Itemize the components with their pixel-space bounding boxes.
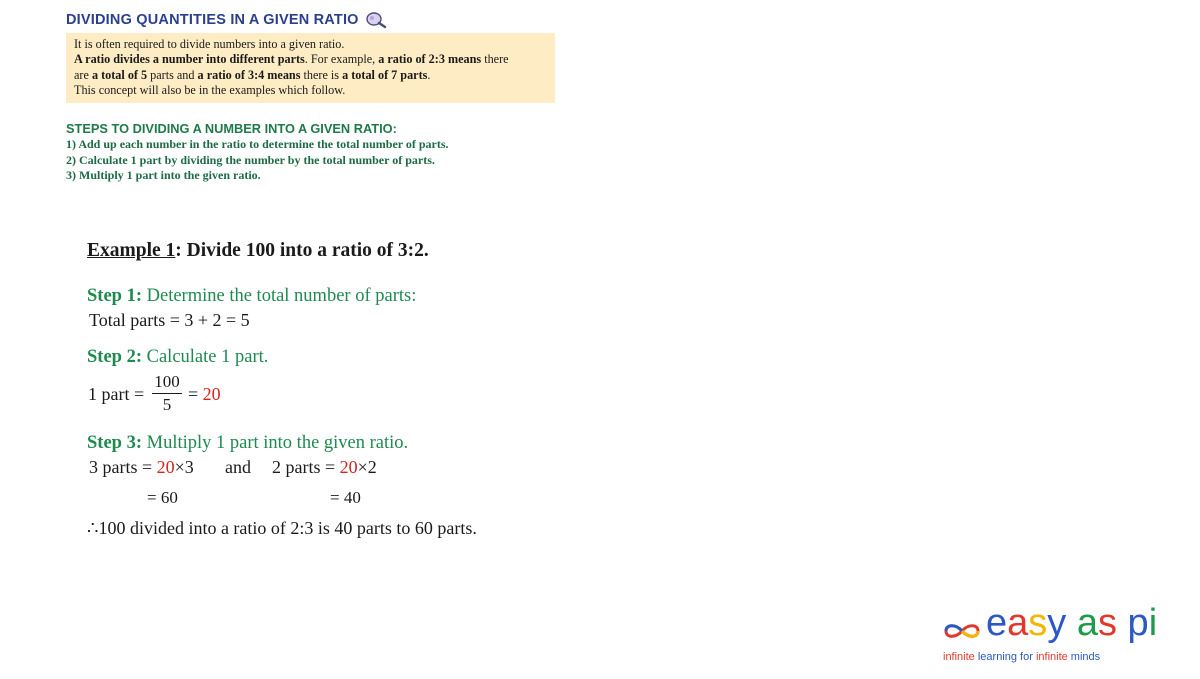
- intro-line-4: This concept will also be in the examples which follow.: [74, 82, 346, 97]
- fraction-denominator: 5: [162, 395, 172, 414]
- intro-bold: a total of 5: [91, 67, 148, 82]
- tagline-part: infinite: [1035, 651, 1068, 663]
- step-2-result: 20: [202, 384, 221, 404]
- intro-bold: a total of 7 parts: [342, 67, 428, 82]
- fraction-numerator: 100: [154, 372, 180, 391]
- step-3-and: and: [225, 457, 251, 477]
- tagline-part: minds: [1067, 651, 1101, 663]
- intro-line-3: [74, 68, 547, 83]
- step-3-label: Step 3:: [87, 433, 142, 453]
- brand-letter: y: [1047, 602, 1067, 644]
- intro-text: .: [427, 67, 431, 82]
- step-item: 1) Add up each number in the ratio to determine the total number of parts.: [66, 137, 449, 151]
- intro-line-2: [74, 52, 547, 67]
- intro-text: parts and: [147, 67, 198, 82]
- steps-heading: STEPS TO DIVIDING A NUMBER INTO A GIVEN RATIO:: [66, 121, 397, 136]
- tagline-part: learning for: [974, 651, 1036, 663]
- step-3-result-a: = 60: [147, 488, 178, 507]
- intro-bold: a ratio of 2:3 means: [378, 52, 482, 67]
- fraction-bar: [152, 393, 182, 394]
- step-1-math: Total parts = 3 + 2 = 5: [89, 310, 250, 330]
- example-title-rest: : Divide 100 into a ratio of 3:2.: [175, 240, 429, 261]
- step-2-result-line: [188, 384, 221, 405]
- intro-text: are: [74, 67, 92, 82]
- step-3-result-b: = 40: [330, 488, 361, 507]
- step-2-label: Step 2:: [87, 347, 142, 367]
- step-1-label: Step 1:: [87, 286, 142, 306]
- step-1-text: Determine the total number of parts:: [142, 286, 417, 306]
- step-3-text: Multiply 1 part into the given ratio.: [142, 433, 409, 453]
- conclusion: ∴100 divided into a ratio of 2:3 is 40 parts to 60 parts.: [87, 518, 477, 538]
- step-item: 3) Multiply 1 part into the given ratio.: [66, 168, 261, 182]
- intro-bold: A ratio divides a number into different parts: [74, 52, 305, 67]
- steps-list: [66, 137, 449, 184]
- page-title: [66, 11, 387, 29]
- calc-text: ×2: [357, 457, 377, 477]
- step-1-heading: [87, 286, 416, 307]
- brand-space: [1066, 602, 1077, 644]
- tagline-part: infinite: [943, 651, 975, 663]
- calc-red: 20: [339, 457, 358, 477]
- example-title: [87, 240, 429, 262]
- brand-wordmark: [986, 602, 1157, 645]
- brand-letter: s: [1028, 602, 1048, 644]
- step-item: 2) Calculate 1 part by dividing the number by the total number of parts.: [66, 152, 435, 167]
- step-2-heading: [87, 347, 268, 368]
- equals-sign: =: [188, 384, 199, 404]
- brand-letter: p: [1127, 602, 1149, 644]
- calc-text: 3 parts =: [89, 457, 157, 477]
- example-label: Example 1: [87, 240, 176, 261]
- brand-letter: i: [1148, 602, 1158, 644]
- step-2-lhs: 1 part =: [88, 384, 145, 404]
- magnifier-icon: [365, 11, 387, 29]
- brand-letter: a: [1076, 602, 1098, 644]
- step-3-heading: [87, 433, 408, 454]
- step-3-calc-b: [272, 457, 377, 478]
- step-2-text: Calculate 1 part.: [142, 347, 269, 367]
- calc-text: 2 parts =: [272, 457, 340, 477]
- brand-letter: a: [1007, 602, 1029, 644]
- intro-line-1: It is often required to divide numbers into a given ratio.: [74, 37, 345, 51]
- intro-box: [66, 33, 555, 103]
- intro-text: there is: [300, 67, 343, 82]
- brand-space: [1117, 602, 1128, 644]
- brand-letter: s: [1097, 602, 1117, 644]
- title-text: DIVIDING QUANTITIES IN A GIVEN RATIO: [66, 12, 359, 28]
- intro-bold: a ratio of 3:4 means: [197, 67, 301, 82]
- step-2-fraction: [152, 372, 182, 415]
- intro-text: . For example,: [304, 52, 379, 67]
- step-3-calc-a: [89, 457, 194, 478]
- brand-letter: e: [986, 602, 1008, 644]
- brand-tagline: [943, 651, 1100, 663]
- calc-text: ×3: [174, 457, 194, 477]
- intro-text: there: [481, 52, 509, 67]
- calc-red: 20: [156, 457, 175, 477]
